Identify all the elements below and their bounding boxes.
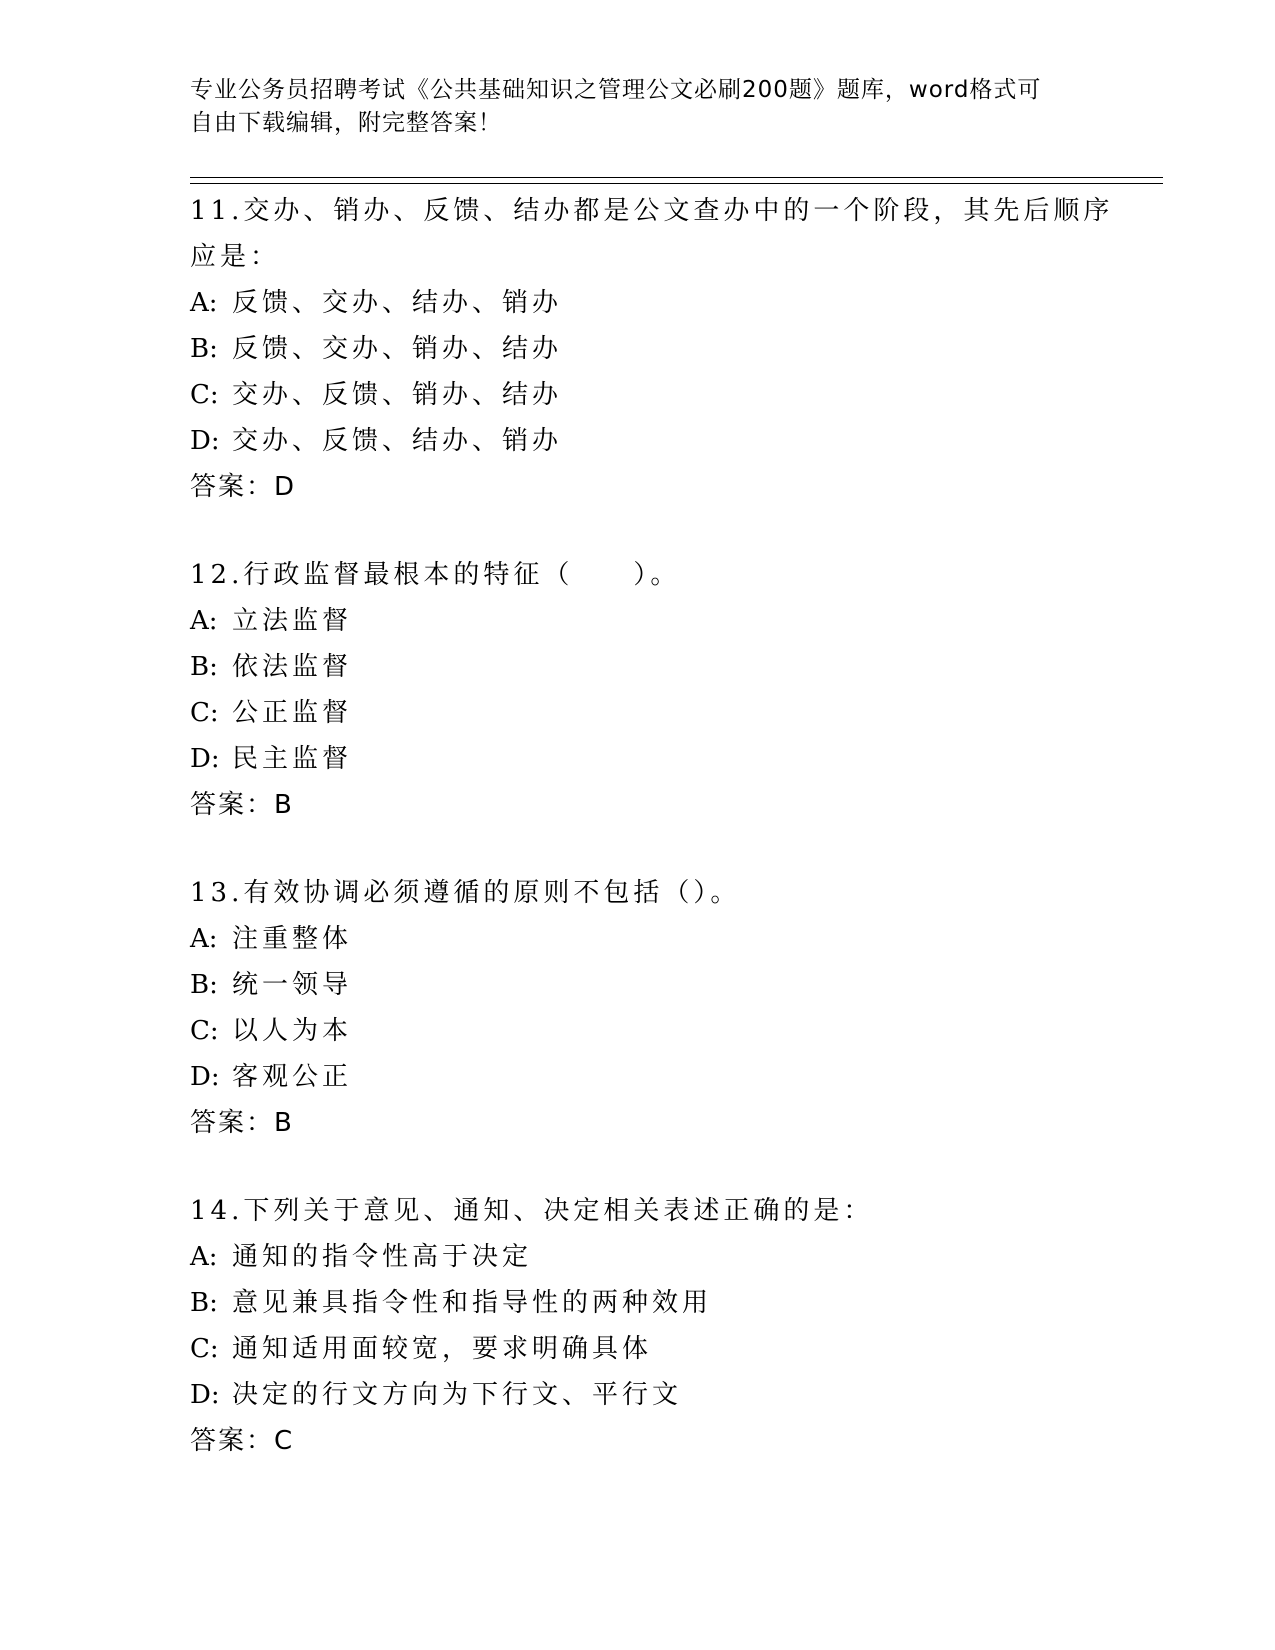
option-text: 立法监督 bbox=[232, 606, 353, 636]
option-a bbox=[190, 280, 1170, 326]
question-item bbox=[190, 552, 1170, 828]
document-header bbox=[190, 74, 1090, 140]
option-text: 交办、反馈、结办、销办 bbox=[232, 426, 563, 456]
option-d bbox=[190, 1054, 1170, 1100]
option-key: C: bbox=[190, 380, 219, 410]
option-b bbox=[190, 962, 1170, 1008]
option-text: 依法监督 bbox=[232, 652, 353, 682]
question-stem bbox=[190, 188, 1170, 280]
option-text: 注重整体 bbox=[232, 924, 353, 954]
question-stem bbox=[190, 1188, 1170, 1234]
option-b bbox=[190, 1280, 1170, 1326]
option-key: C: bbox=[190, 698, 219, 728]
option-key: D: bbox=[190, 1062, 220, 1092]
question-stem-line: 12.行政监督最根本的特征（ ）。 bbox=[190, 560, 681, 590]
question-stem-line: 11.交办、销办、反馈、结办都是公文查办中的一个阶段，其先后顺序 bbox=[190, 196, 1114, 226]
option-text: 意见兼具指令性和指导性的两种效用 bbox=[232, 1288, 713, 1318]
option-text: 民主监督 bbox=[232, 744, 353, 774]
option-c bbox=[190, 1326, 1170, 1372]
option-text: 公正监督 bbox=[232, 698, 353, 728]
option-key: D: bbox=[190, 744, 220, 774]
option-key: B: bbox=[190, 1288, 218, 1318]
answer-line: 答案：C bbox=[190, 1426, 295, 1456]
answer-line: 答案：D bbox=[190, 472, 297, 502]
option-text: 通知适用面较宽，要求明确具体 bbox=[232, 1334, 653, 1364]
answer-line: 答案：B bbox=[190, 1108, 294, 1138]
option-key: B: bbox=[190, 334, 218, 364]
option-key: C: bbox=[190, 1334, 219, 1364]
option-b bbox=[190, 644, 1170, 690]
option-key: A: bbox=[190, 1242, 218, 1272]
option-key: A: bbox=[190, 606, 218, 636]
option-b bbox=[190, 326, 1170, 372]
option-key: A: bbox=[190, 288, 218, 318]
option-key: A: bbox=[190, 924, 218, 954]
option-key: B: bbox=[190, 652, 218, 682]
option-text: 反馈、交办、销办、结办 bbox=[232, 334, 563, 364]
option-text: 反馈、交办、结办、销办 bbox=[232, 288, 563, 318]
option-text: 决定的行文方向为下行文、平行文 bbox=[232, 1380, 683, 1410]
option-a bbox=[190, 598, 1170, 644]
option-c bbox=[190, 1008, 1170, 1054]
question-stem-line: 14.下列关于意见、通知、决定相关表述正确的是： bbox=[190, 1196, 874, 1226]
option-d bbox=[190, 1372, 1170, 1418]
option-c bbox=[190, 690, 1170, 736]
question-stem bbox=[190, 552, 1170, 598]
question-item bbox=[190, 188, 1170, 510]
option-text: 统一领导 bbox=[232, 970, 353, 1000]
header-line-1: 专业公务员招聘考试《公共基础知识之管理公文必刷200题》题库，word格式可 bbox=[190, 77, 1042, 103]
question-list bbox=[190, 188, 1170, 1464]
option-key: C: bbox=[190, 1016, 219, 1046]
option-text: 以人为本 bbox=[232, 1016, 353, 1046]
question-item bbox=[190, 1188, 1170, 1464]
header-divider-bottom bbox=[190, 183, 1163, 184]
option-d bbox=[190, 418, 1170, 464]
header-line-2: 自由下载编辑，附完整答案！ bbox=[190, 110, 502, 136]
option-key: D: bbox=[190, 426, 220, 456]
question-stem-line: 13.有效协调必须遵循的原则不包括（）。 bbox=[190, 878, 741, 908]
question-stem bbox=[190, 870, 1170, 916]
question-stem-line: 应是： bbox=[190, 242, 281, 272]
header-divider-top bbox=[190, 177, 1163, 178]
option-a bbox=[190, 1234, 1170, 1280]
option-key: B: bbox=[190, 970, 218, 1000]
option-text: 交办、反馈、销办、结办 bbox=[232, 380, 563, 410]
option-d bbox=[190, 736, 1170, 782]
option-a bbox=[190, 916, 1170, 962]
option-c bbox=[190, 372, 1170, 418]
answer-line: 答案：B bbox=[190, 790, 294, 820]
option-key: D: bbox=[190, 1380, 220, 1410]
option-text: 通知的指令性高于决定 bbox=[232, 1242, 533, 1272]
option-text: 客观公正 bbox=[232, 1062, 353, 1092]
question-item bbox=[190, 870, 1170, 1146]
